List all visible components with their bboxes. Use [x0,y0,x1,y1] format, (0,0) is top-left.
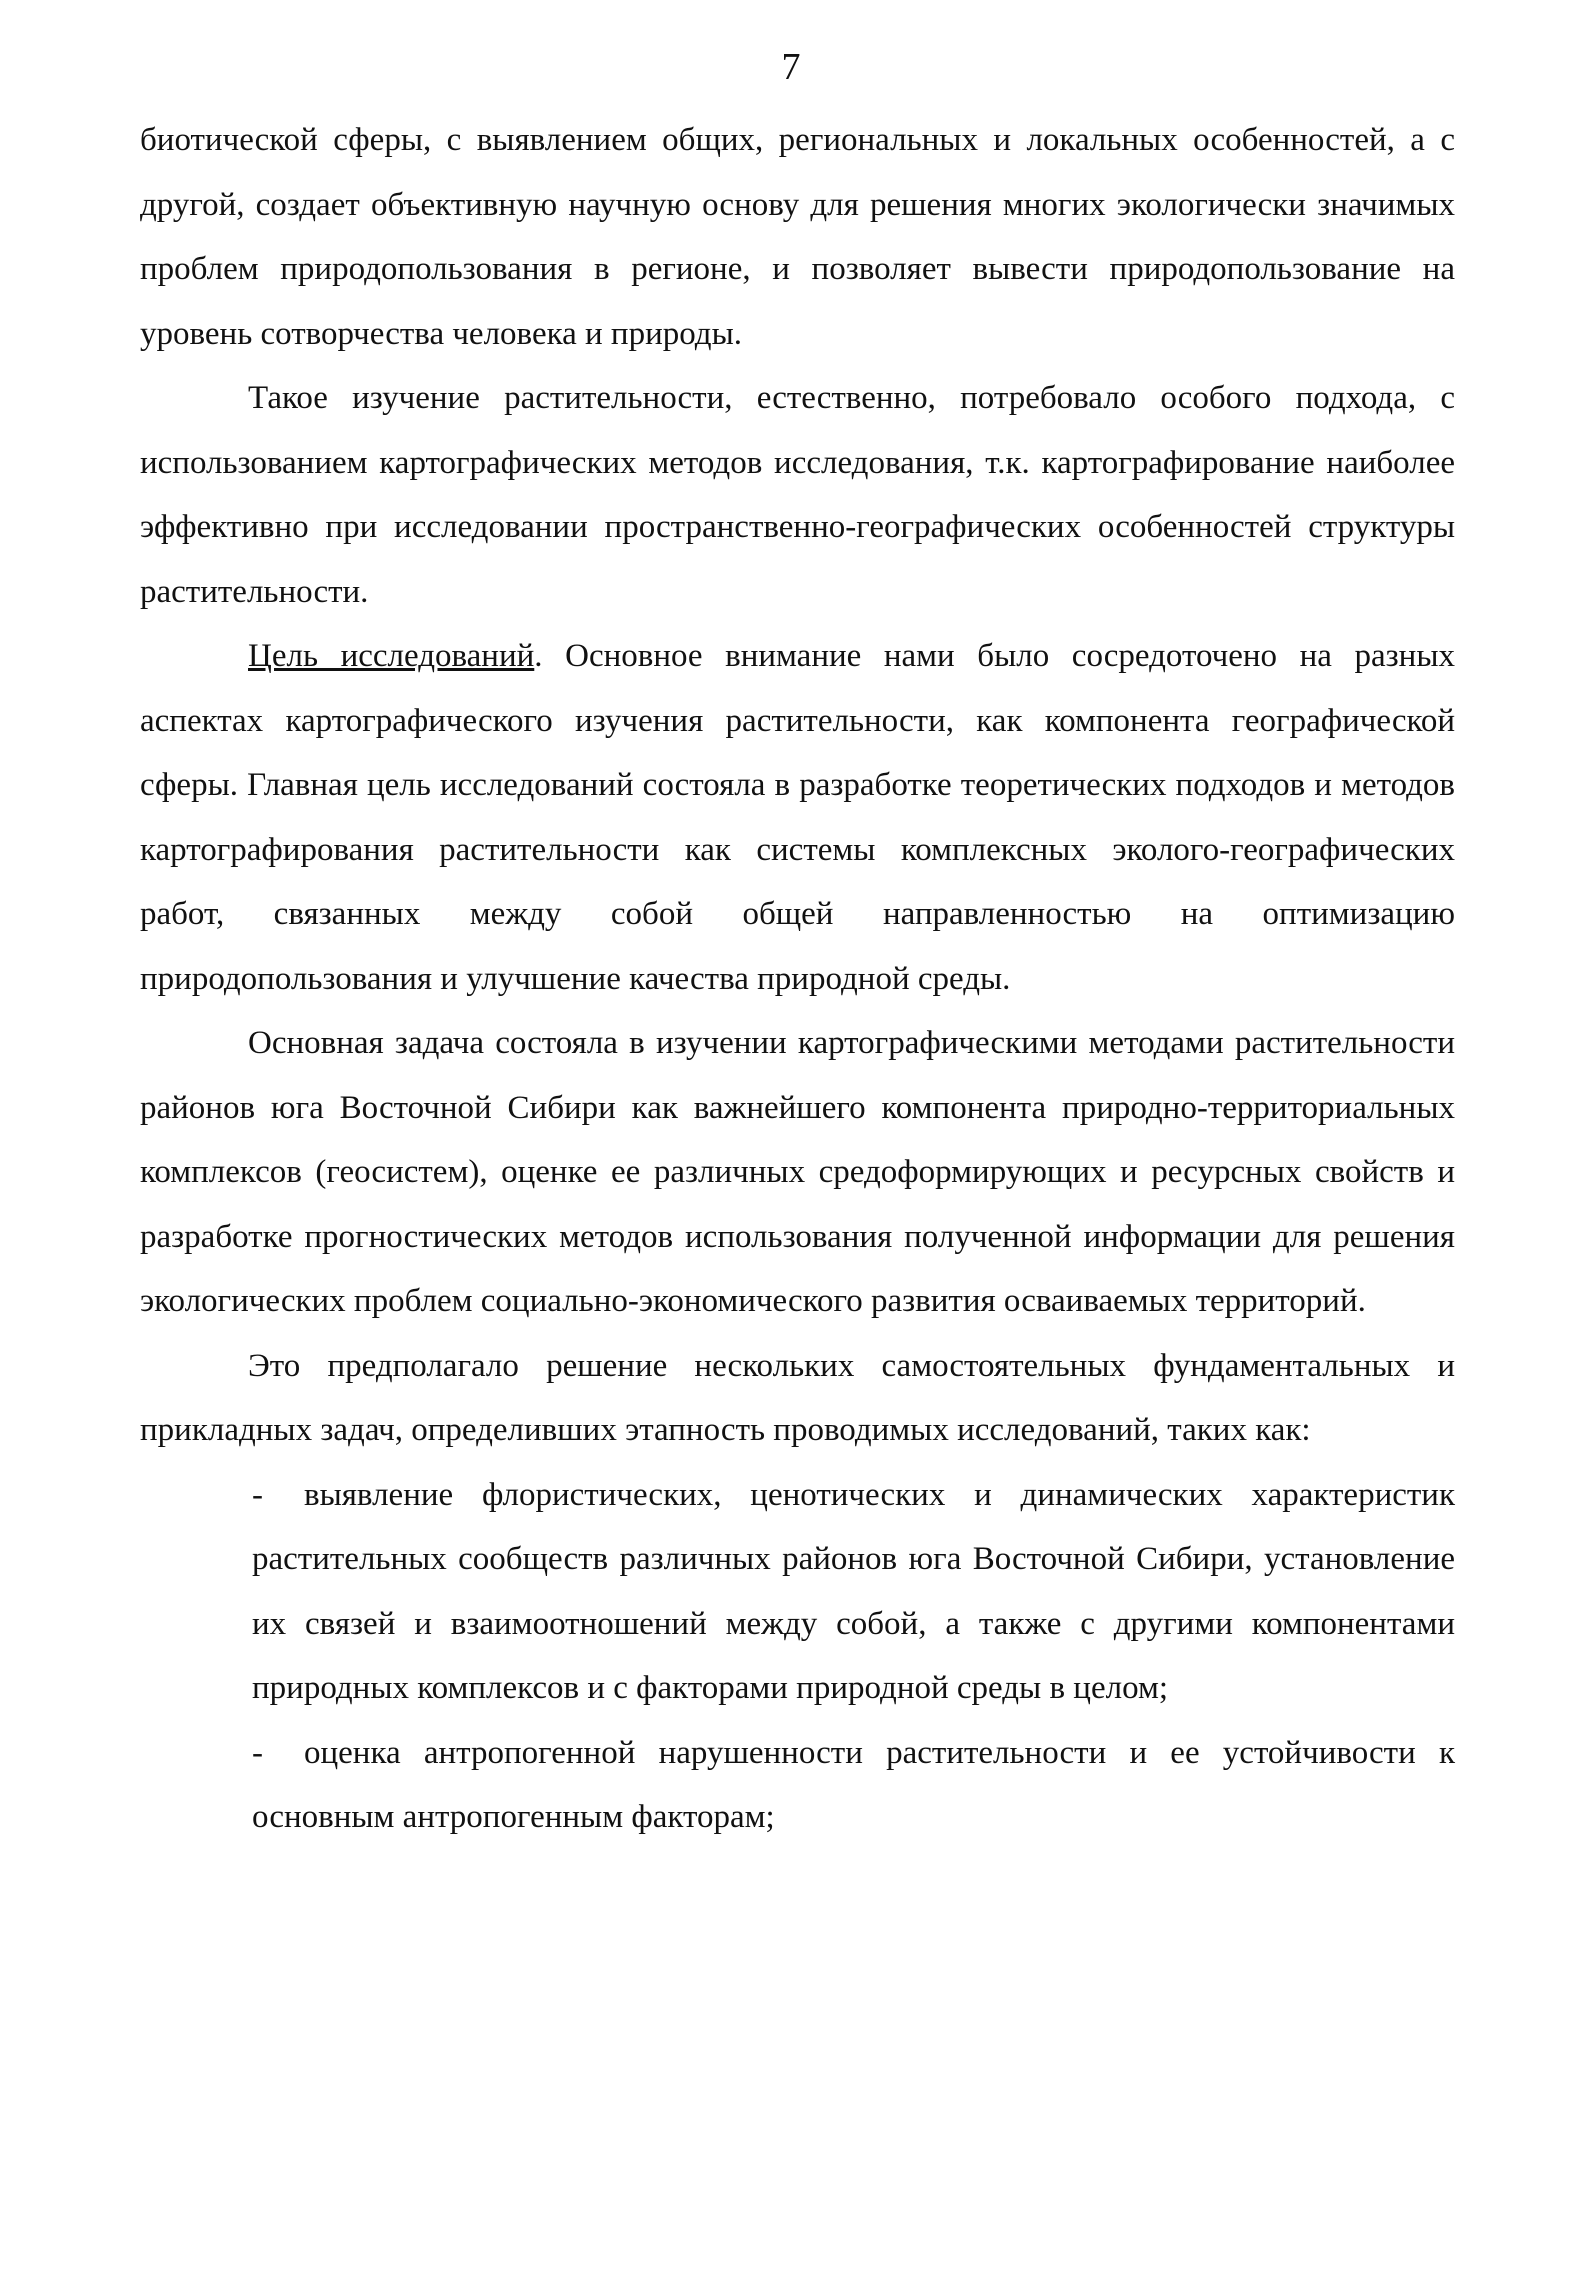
paragraph-tasks-intro: Это предполагало решение нескольких самостоятельных фундаментальных и прикладных задач, определивших этапность проводимых исследований, таких как: [140,1347,1455,1448]
research-goal-text: . Основное внимание нами было сосредоточено на разных аспектах картографического изучения растительности, как компонента географической сферы. Главная цель исследований состояла в разработке теоретических подходов и методов картографирования растительности как системы комплексных эколого-географических работ, связанных между собой общей направленностью на оптимизацию природопользования и улучшение качества природной среды. [140,638,1455,997]
paragraph-continuation: биотической сферы, с выявлением общих, региональных и локальных особенностей, а с другой, создает объективную научную основу для решения многих экологически значимых проблем природопользования в регионе, и позволяет вывести природопользование на уровень сотворчества человека и природы. [140,122,1455,352]
paragraph-research-goal [140,624,1455,1011]
list-bullet: - [252,1734,263,1771]
research-goal-heading: Цель исследований [248,638,535,674]
page-number: 7 [781,46,801,88]
list-bullet: - [252,1476,263,1513]
paragraph-approach: Такое изучение растительности, естественно, потребовало особого подхода, с использованием картографических методов исследования, т.к. картографирование наиболее эффективно при исследовании пространственно-географических особенностей структуры растительности. [140,380,1455,610]
list-item [140,1721,1455,1850]
list-item-text: выявление флористических, ценотических и динамических характеристик растительных сообществ различных районов юга Восточной Сибири, установление их связей и взаимоотношений между собой, а также с другими компонентами природных комплексов и с факторами природной среды в целом; [252,1476,1455,1706]
list-item-text: оценка антропогенной нарушенности растительности и ее устойчивости к основным антропогенным факторам; [252,1734,1455,1835]
task-list [140,1463,1455,1850]
list-item [140,1463,1455,1721]
document-body [140,108,1455,1850]
paragraph-main-task: Основная задача состояла в изучении картографическими методами растительности районов юга Восточной Сибири как важнейшего компонента природно-территориальных комплексов (геосистем), оценке ее различных средоформирующих и ресурсных свойств и разработке прогностических методов использования полученной информации для решения экологических проблем социально-экономического развития осваиваемых территорий. [140,1025,1455,1319]
